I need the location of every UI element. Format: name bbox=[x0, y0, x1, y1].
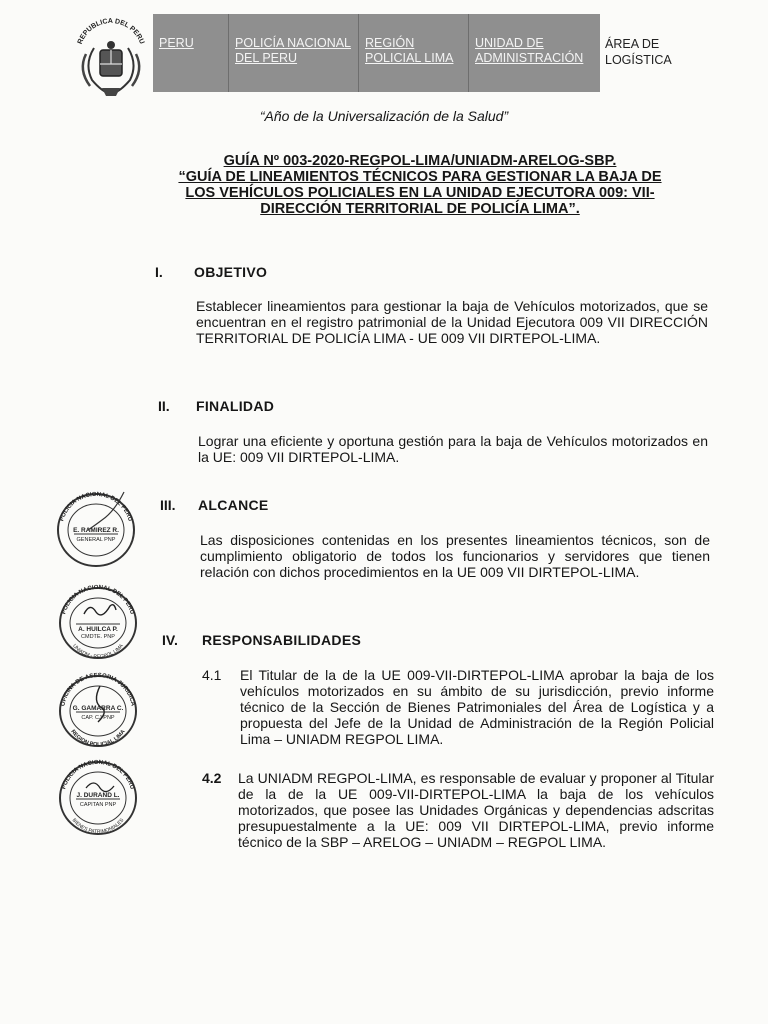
section-text-finalidad: Lograr una eficiente y oportuna gestión para la baja de Vehículos motorizados en la UE: 009 VII DIRTEPOL-LIMA. bbox=[198, 433, 708, 465]
header-banner bbox=[153, 14, 600, 92]
section-text-alcance: Las disposiciones contenidas en los presentes lineamientos técnicos, son de cumplimiento obligatorio de todos los funcionarios y servidores que tienen relación con dichos procedimientos en la UE 009 VII DIRTEPOL-LIMA. bbox=[200, 532, 710, 580]
stamp-ring-text: POLICIA NACIONAL DEL PERU bbox=[61, 759, 135, 791]
stamp-rank: CMDTE. PNP bbox=[81, 634, 115, 640]
stamp-name: G. GAMARRA C. bbox=[72, 705, 124, 712]
header-police: POLICÍA NACIONAL DEL PERU bbox=[229, 14, 359, 92]
header-country: PERU bbox=[153, 14, 229, 92]
svg-text:UNIADM - REGPOL LIMA bbox=[71, 643, 125, 660]
header-unit: UNIDAD DE ADMINISTRACIÓN bbox=[475, 36, 584, 65]
stamp-rank: CAPITAN PNP bbox=[79, 802, 117, 808]
stamp-ring-text: POLICIA NACIONAL DEL PERU bbox=[59, 491, 133, 523]
stamp-gamarra bbox=[56, 672, 140, 750]
item-number: 4.1 bbox=[202, 667, 222, 683]
stamp-ramirez bbox=[54, 490, 138, 570]
title-line-4: DIRECCIÓN TERRITORIAL DE POLICÍA LIMA”. bbox=[260, 201, 580, 217]
stamp-name: A. HUILCA P. bbox=[78, 626, 118, 633]
stamp-bottom-text: UNIADM - REGPOL LIMA bbox=[71, 643, 125, 661]
section-number: I. bbox=[155, 264, 163, 280]
crest-text: REPUBLICA DEL PERU bbox=[76, 17, 146, 46]
stamp-bottom-text: BIENES PATRIMONIALES bbox=[70, 817, 126, 836]
document-title bbox=[150, 153, 690, 217]
svg-text:BIENES PATRIMONIALES bbox=[71, 817, 126, 835]
stamp-durand bbox=[56, 758, 140, 838]
section-text-objetivo: Establecer lineamientos para gestionar la baja de Vehículos motorizados, que se encuentran en el registro patrimonial de la Unidad Ejecutora 009 VII DIRECCIÓN TERRITORIAL DE POLICÍA LIMA - UE 009 VII DIRTEPOL-LIMA. bbox=[196, 298, 708, 346]
year-motto: “Año de la Universalización de la Salud” bbox=[259, 108, 509, 124]
section-number: III. bbox=[160, 497, 176, 513]
stamp-bottom-text: REGION POLICIAL LIMA bbox=[69, 728, 127, 749]
section-title-responsabilidades: RESPONSABILIDADES bbox=[202, 632, 362, 648]
item-text-4-2: La UNIADM REGPOL-LIMA, es responsable de evaluar y proponer al Titular de la de la UE 009-VII-DIRTEPOL-LIMA la baja de los vehículos motorizados, que posee las Unidades Orgánicas y dependencias adscritas presupuestalmente a la UE: 009 VII DIRTEPOL-LIMA, previo informe técnico de la SBP – ARELOG – UNIADM – REGPOL LIMA. bbox=[238, 770, 714, 850]
stamp-name: E. RAMIREZ R. bbox=[73, 527, 119, 534]
svg-text:REGION POLICIAL LIMA bbox=[69, 729, 126, 748]
stamp-name: J. DURAND L. bbox=[76, 792, 120, 799]
stamp-ring-text: POLICIA NACIONAL DEL PERU bbox=[61, 584, 135, 616]
header-area: ÁREA DE LOGÍSTICA bbox=[605, 37, 672, 67]
section-title-finalidad: FINALIDAD bbox=[196, 398, 275, 414]
title-line-2: “GUÍA DE LINEAMIENTOS TÉCNICOS PARA GESTIONAR LA BAJA DE bbox=[178, 169, 662, 185]
section-number: IV. bbox=[162, 632, 178, 648]
title-line-1: GUÍA Nº 003-2020-REGPOL-LIMA/UNIADM-ARELOG-SBP. bbox=[223, 153, 617, 169]
national-crest-logo bbox=[72, 14, 150, 98]
header-region: REGIÓN POLICIAL LIMA bbox=[359, 14, 469, 92]
title-line-3: LOS VEHÍCULOS POLICIALES EN LA UNIDAD EJECUTORA 009: VII- bbox=[185, 185, 655, 201]
stamp-huilca bbox=[56, 584, 140, 662]
section-title-objetivo: OBJETIVO bbox=[194, 264, 268, 280]
stamp-rank: GENERAL PNP bbox=[76, 537, 116, 543]
section-title-alcance: ALCANCE bbox=[198, 497, 269, 513]
item-text-4-1: El Titular de la de la UE 009-VII-DIRTEPOL-LIMA aprobar la baja de los vehículos motorizados en su ámbito de su jurisdicción, previo informe técnico de la Sección de Bienes Patrimoniales del Área de Logística y a propuesta del Jefe de la Unidad de Administración de la Región Policial Lima – UNIADM REGPOL LIMA. bbox=[240, 667, 714, 747]
stamp-ring-text: OFICINA DE ASESORIA JURIDICA bbox=[60, 672, 136, 707]
stamp-rank: CAP. CJ PNP bbox=[81, 715, 115, 721]
svg-text:POLICIA NACIONAL DEL PERU bbox=[61, 585, 135, 615]
section-number: II. bbox=[158, 398, 170, 414]
item-number: 4.2 bbox=[202, 770, 222, 786]
